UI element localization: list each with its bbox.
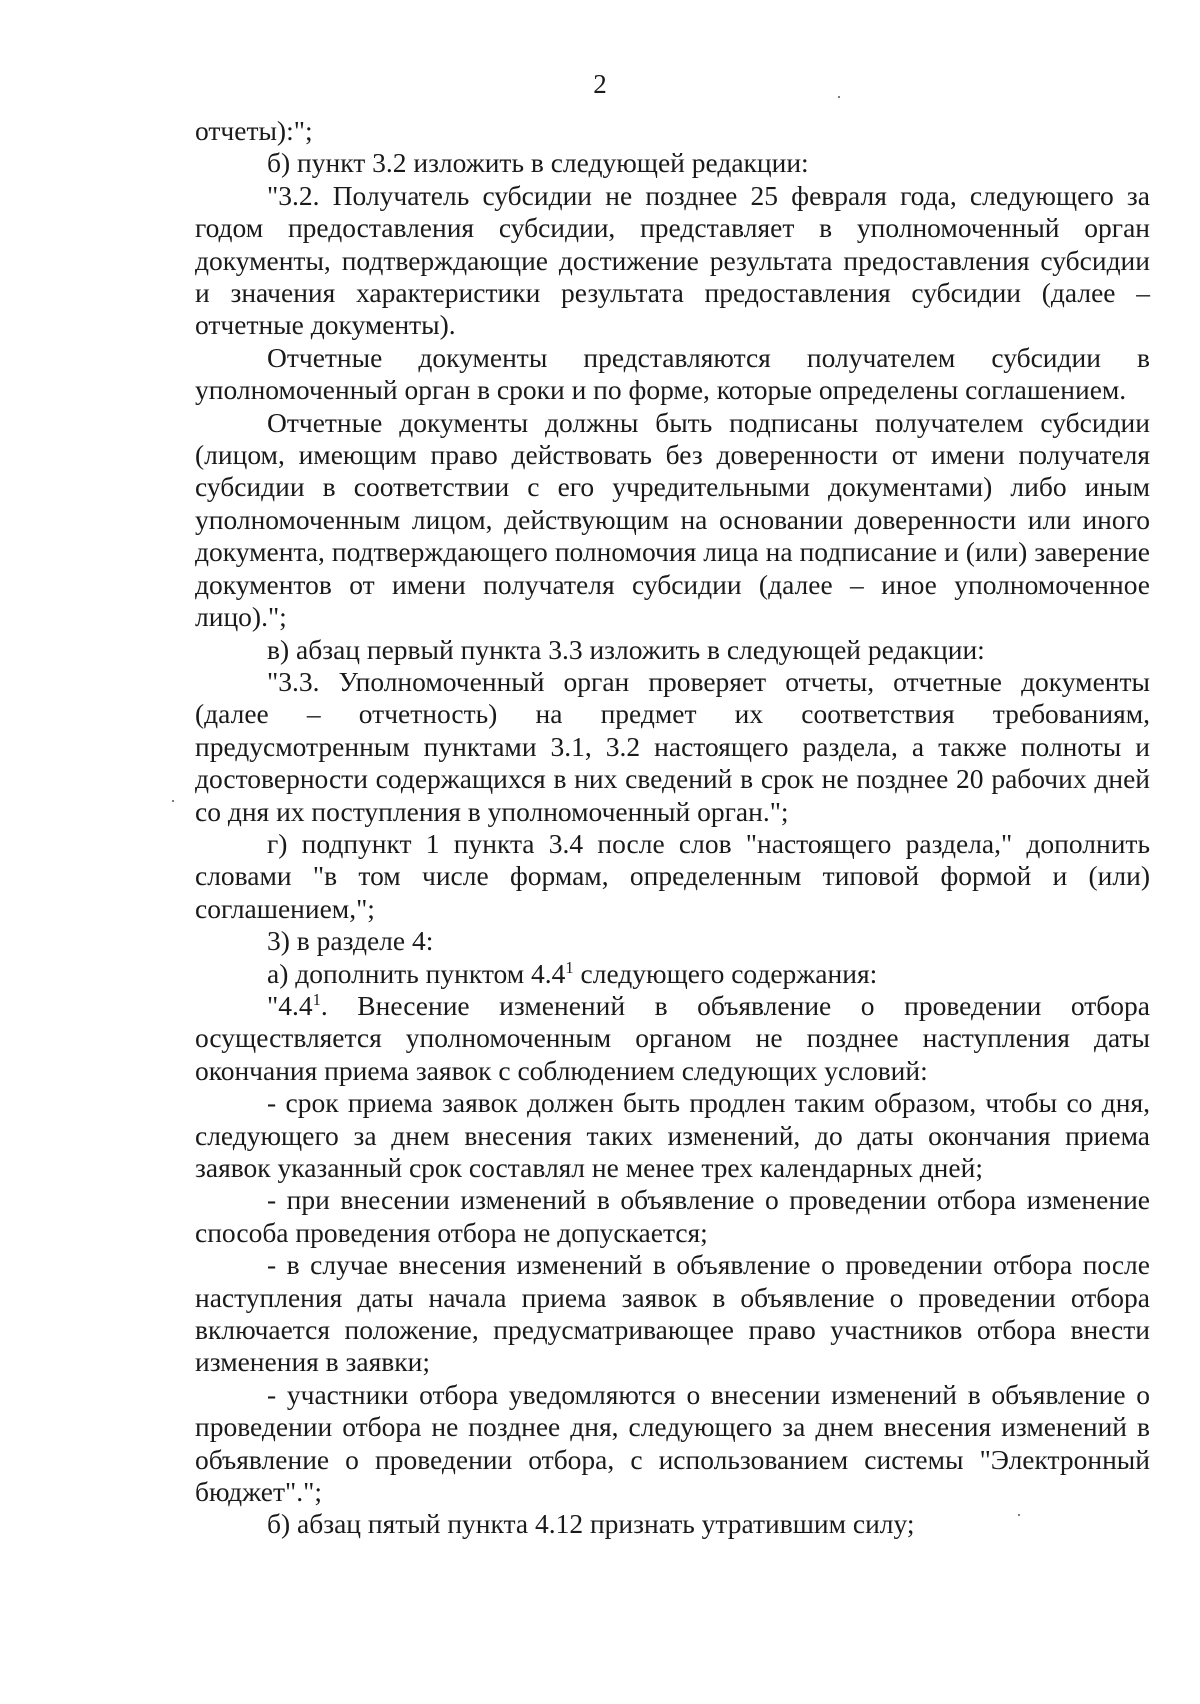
paragraph: - участники отбора уведомляются о внесении изменений в объявление о проведении отбора не позднее дня, следующего за днем внесения изменений в объявление о проведении отбора, с использованием системы "Электронный бюджет"."; xyxy=(195,1378,1150,1508)
paragraph: г) подпункт 1 пункта 3.4 после слов "настоящего раздела," дополнить словами "в том числе формам, определенным типовой формой и (или) соглашением,"; xyxy=(195,827,1150,924)
paragraph: - при внесении изменений в объявление о проведении отбора изменение способа проведения отбора не допускается; xyxy=(195,1184,1150,1248)
paragraph: б) пункт 3.2 изложить в следующей редакции: xyxy=(267,147,809,179)
paragraph: "3.3. Уполномоченный орган проверяет отчеты, отчетные документы (далее – отчетность) на предмет их соответствия требованиям, предусмотренным пунктами 3.1, 3.2 настоящего раздела, а также полноты и достоверности содержащихся в них сведений в срок не позднее 20 рабочих дней со дня их поступления в уполномоченный орган."; xyxy=(195,665,1150,827)
paragraph-text: следующего содержания: xyxy=(573,957,878,989)
document-body xyxy=(195,115,1150,1541)
paragraph: Отчетные документы представляются получателем субсидии в уполномоченный орган в сроки и по форме, которые определены соглашением. xyxy=(195,341,1150,406)
paragraph: - в случае внесения изменений в объявление о проведении отбора после наступления даты начала приема заявок в объявление о проведении отбора включается положение, предусматривающее право участников отбора внести изменения в заявки; xyxy=(195,1249,1150,1378)
scan-speck xyxy=(1018,1514,1020,1516)
paragraph: "3.2. Получатель субсидии не позднее 25 февраля года, следующего за годом предоставления субсидии, представляет в уполномоченный орган документы, подтверждающие достижение результата предоставления субсидии и значения характеристики результата предоставления субсидии (далее – отчетные документы). xyxy=(195,179,1150,341)
paragraph xyxy=(195,958,1150,990)
paragraph: Отчетные документы должны быть подписаны получателем субсидии (лицом, имеющим право действовать без доверенности от имени получателя субсидии в соответствии с его учредительными документами) либо иным уполномоченным лицом, действующим на основании доверенности или иного документа, подтверждающего полномочия лица на подписание и (или) заверение документов от имени получателя субсидии (далее – иное уполномоченное лицо)."; xyxy=(195,406,1150,633)
paragraph: - срок приема заявок должен быть продлен таким образом, чтобы со дня, следующего за днем внесения таких изменений, до даты окончания приема заявок указанный срок составлял не менее трех календарных дней; xyxy=(195,1087,1150,1183)
page-number: 2 xyxy=(593,69,607,99)
paragraph: в) абзац первый пункта 3.3 изложить в следующей редакции: xyxy=(267,633,985,665)
superscript: 1 xyxy=(312,989,321,1009)
paragraph: б) абзац пятый пункта 4.12 признать утратившим силу; xyxy=(267,1508,915,1540)
scan-speck xyxy=(838,96,840,98)
paragraph: 3) в разделе 4: xyxy=(267,925,434,957)
paragraph-text: "4.4 xyxy=(267,989,313,1021)
paragraph xyxy=(195,990,1150,1087)
paragraph: отчеты):"; xyxy=(195,115,313,146)
scan-speck xyxy=(172,800,174,802)
paragraph-text: . Внесение изменений в объявление о проведении отбора осуществляется уполномоченным органом не позднее наступления даты окончания приема заявок с соблюдением следующих условий: xyxy=(195,989,1150,1086)
paragraph-text: а) дополнить пунктом 4.4 xyxy=(267,957,566,989)
superscript: 1 xyxy=(565,957,574,977)
